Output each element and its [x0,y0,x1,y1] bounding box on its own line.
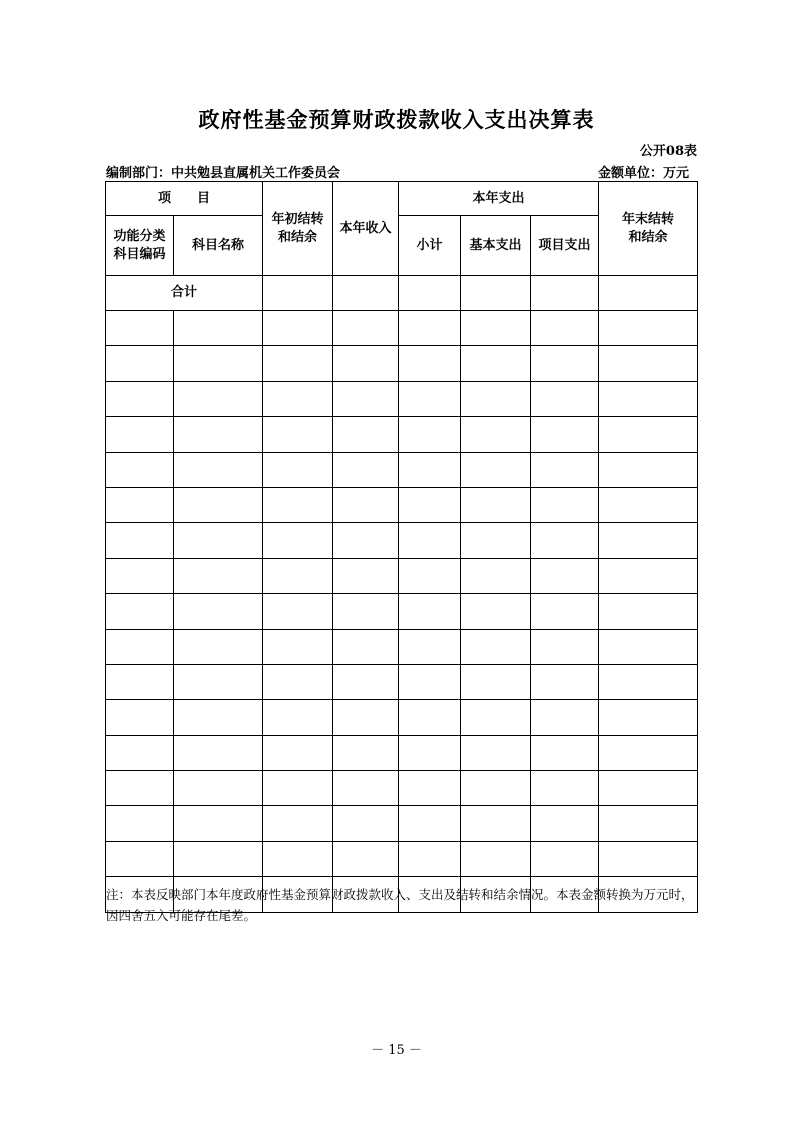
table-cell [599,276,698,311]
table-cell [531,558,599,593]
table-cell [174,452,263,487]
table-cell [399,523,461,558]
department-label: 编制部门： [106,166,172,181]
table-cell [106,700,174,735]
table-cell [106,841,174,876]
unit-label: 金额单位： [597,166,663,181]
table-cell [106,629,174,664]
table-cell [531,452,599,487]
table-cell [531,346,599,381]
table-cell [263,346,333,381]
budget-table [105,181,698,913]
table-cell [263,452,333,487]
table-cell [461,276,531,311]
header-func-code-line2: 科目编码 [113,246,166,262]
total-row [106,276,698,311]
table-cell [461,452,531,487]
table-cell [531,381,599,416]
header-func-code-line1: 功能分类 [113,228,166,244]
table-cell [399,735,461,770]
table-cell [461,771,531,806]
table-cell [174,664,263,699]
header-end-balance-line1: 年末结转 [622,211,675,227]
table-cell [399,558,461,593]
table-cell [599,346,698,381]
unit-value: 万元 [662,166,689,181]
table-cell [399,806,461,841]
table-row [106,806,698,841]
table-cell [531,276,599,311]
table-cell [461,735,531,770]
table-cell [461,806,531,841]
header-func-code [106,216,174,276]
header-item: 项 目 [106,182,263,216]
table-cell [263,664,333,699]
unit-info [598,162,689,181]
table-cell [399,841,461,876]
table-cell [333,806,399,841]
table-cell [399,664,461,699]
table-cell [106,452,174,487]
table-row [106,487,698,522]
table-cell [531,735,599,770]
header-end-balance [599,182,698,276]
table-cell [263,276,333,311]
table-cell [174,558,263,593]
header-expense: 本年支出 [399,182,599,216]
table-cell [106,664,174,699]
table-cell [599,700,698,735]
table-row [106,311,698,346]
table-cell [531,629,599,664]
table-cell [263,311,333,346]
header-begin-balance-line2: 和结余 [278,229,318,245]
table-cell [599,487,698,522]
table-cell [599,558,698,593]
table-cell [106,735,174,770]
header-begin-balance [263,182,333,276]
table-cell [531,806,599,841]
table-cell [461,558,531,593]
table-row [106,735,698,770]
table-cell [531,594,599,629]
table-cell [174,381,263,416]
header-subtotal: 小计 [399,216,461,276]
table-cell [333,487,399,522]
table-cell [174,841,263,876]
table-cell [599,452,698,487]
table-row [106,841,698,876]
table-cell [106,558,174,593]
table-cell [461,594,531,629]
page-number: － 15 － [371,1043,422,1058]
total-label: 合计 [106,276,263,311]
table-cell [263,594,333,629]
table-cell [174,417,263,452]
table-cell [106,346,174,381]
table-cell [333,417,399,452]
table-cell [531,311,599,346]
table-cell [531,417,599,452]
header-income: 本年收入 [333,182,399,276]
table-row [106,558,698,593]
table-cell [174,594,263,629]
table-cell [263,487,333,522]
form-number: 公开08表 [639,144,697,159]
table-cell [333,629,399,664]
table-cell [174,735,263,770]
table-cell [333,523,399,558]
table-cell [174,311,263,346]
table-cell [106,523,174,558]
header-begin-balance-line1: 年初结转 [271,211,324,227]
table-row [106,417,698,452]
table-cell [531,523,599,558]
table-cell [174,771,263,806]
header-row-1 [106,182,698,216]
table-cell [599,311,698,346]
table-cell [333,381,399,416]
table-cell [174,346,263,381]
table-cell [599,735,698,770]
header-basic-expense: 基本支出 [461,216,531,276]
table-cell [106,771,174,806]
table-cell [461,487,531,522]
table-cell [174,700,263,735]
table-cell [263,558,333,593]
department-value: 中共勉县直属机关工作委员会 [171,166,341,181]
table-cell [599,841,698,876]
table-cell [461,664,531,699]
table-cell [399,452,461,487]
table-cell [461,346,531,381]
table-cell [399,700,461,735]
table-cell [399,417,461,452]
table-cell [333,276,399,311]
table-cell [399,594,461,629]
table-cell [263,806,333,841]
table-cell [174,487,263,522]
table-cell [399,771,461,806]
table-cell [174,629,263,664]
table-cell [174,523,263,558]
table-cell [461,700,531,735]
table-cell [333,311,399,346]
header-project-expense: 项目支出 [531,216,599,276]
table-cell [399,311,461,346]
table-cell [599,381,698,416]
page-title: 政府性基金预算财政拨款收入支出决算表 [198,108,595,132]
table-cell [531,700,599,735]
table-cell [333,594,399,629]
table-cell [263,417,333,452]
table-cell [461,523,531,558]
table-cell [263,735,333,770]
table-cell [399,487,461,522]
table-cell [461,381,531,416]
table-cell [263,381,333,416]
table-cell [263,629,333,664]
table-cell [599,629,698,664]
table-cell [399,629,461,664]
table-row [106,452,698,487]
table-cell [599,594,698,629]
table-cell [333,558,399,593]
table-cell [106,806,174,841]
table-row [106,629,698,664]
table-row [106,346,698,381]
table-cell [106,311,174,346]
table-row [106,700,698,735]
table-cell [599,523,698,558]
table-cell [333,700,399,735]
table-cell [399,346,461,381]
table-row [106,771,698,806]
table-cell [106,487,174,522]
table-note: 注：本表反映部门本年度政府性基金预算财政拨款收入、支出及结转和结余情况。本表金额转换为万元时，因四舍五入可能存在尾差。 [106,887,694,923]
table-cell [333,664,399,699]
department-info [106,162,340,181]
table-cell [599,806,698,841]
table-cell [531,841,599,876]
table-cell [333,841,399,876]
table-cell [531,664,599,699]
table-cell [106,381,174,416]
table-cell [599,664,698,699]
table-row [106,664,698,699]
table-row [106,594,698,629]
table-cell [333,346,399,381]
table-cell [174,806,263,841]
table-cell [599,417,698,452]
header-end-balance-line2: 和结余 [628,229,668,245]
table-cell [263,841,333,876]
table-cell [461,629,531,664]
table-cell [461,417,531,452]
header-subject-name: 科目名称 [174,216,263,276]
table-cell [399,276,461,311]
table-cell [263,523,333,558]
table-cell [399,381,461,416]
table-cell [333,771,399,806]
table-cell [461,311,531,346]
table-cell [531,771,599,806]
table-cell [263,700,333,735]
table-row [106,523,698,558]
table-cell [333,735,399,770]
table-cell [263,771,333,806]
table-cell [333,452,399,487]
table-row [106,381,698,416]
table-cell [531,487,599,522]
table-cell [106,417,174,452]
table-cell [106,594,174,629]
table-cell [461,841,531,876]
table-cell [599,771,698,806]
